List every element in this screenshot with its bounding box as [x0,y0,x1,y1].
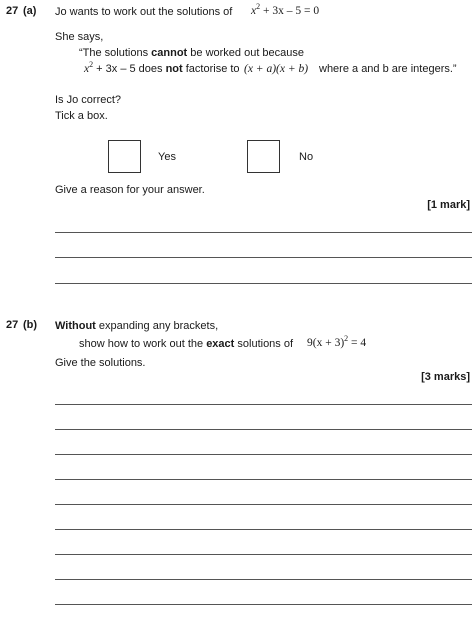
answer-line[interactable] [55,283,472,284]
answer-line[interactable] [55,604,472,605]
no-label: No [299,151,314,163]
marks-label: [1 mark] [427,199,470,211]
question-part: (a) [23,5,37,17]
question-part: (b) [23,319,38,331]
instruction-text: Tick a box. [55,110,108,122]
question-number: 27 [6,319,19,331]
no-checkbox[interactable] [247,140,280,173]
answer-line[interactable] [55,554,472,555]
she-says-text: She says, [55,31,104,43]
quadratic-equation: $x^2 + 3x - 5 = 0$ [251,2,320,17]
question-number: 27 [6,5,19,17]
yes-label: Yes [158,151,176,163]
question-line-1: Without expanding any brackets, [55,320,219,332]
answer-line[interactable] [55,232,472,233]
answer-line[interactable] [55,479,472,480]
quote-line-2: $x^2 + 3x - 5$ does not factorise to [84,60,240,75]
yes-checkbox[interactable] [108,140,141,173]
where-text: where a and b are integers.” [319,63,457,75]
question-intro: Jo wants to work out the solutions of [55,6,233,18]
factor-form: (x + a)(x + b) [244,63,309,75]
answer-line[interactable] [55,404,472,405]
answer-line[interactable] [55,257,472,258]
reason-prompt: Give a reason for your answer. [55,184,205,196]
question-text: Is Jo correct? [55,94,122,106]
answer-line[interactable] [55,504,472,505]
answer-line[interactable] [55,579,472,580]
marks-label: [3 marks] [421,371,470,383]
answer-line[interactable] [55,429,472,430]
question-line-2: show how to work out the exact solutions of [79,338,294,350]
give-solutions-text: Give the solutions. [55,357,146,369]
answer-line[interactable] [55,529,472,530]
answer-line[interactable] [55,454,472,455]
quote-line-1: “The solutions cannot be worked out because [79,47,305,59]
bracket-equation: $9(x + 3)^2 = 4$ [307,334,367,349]
